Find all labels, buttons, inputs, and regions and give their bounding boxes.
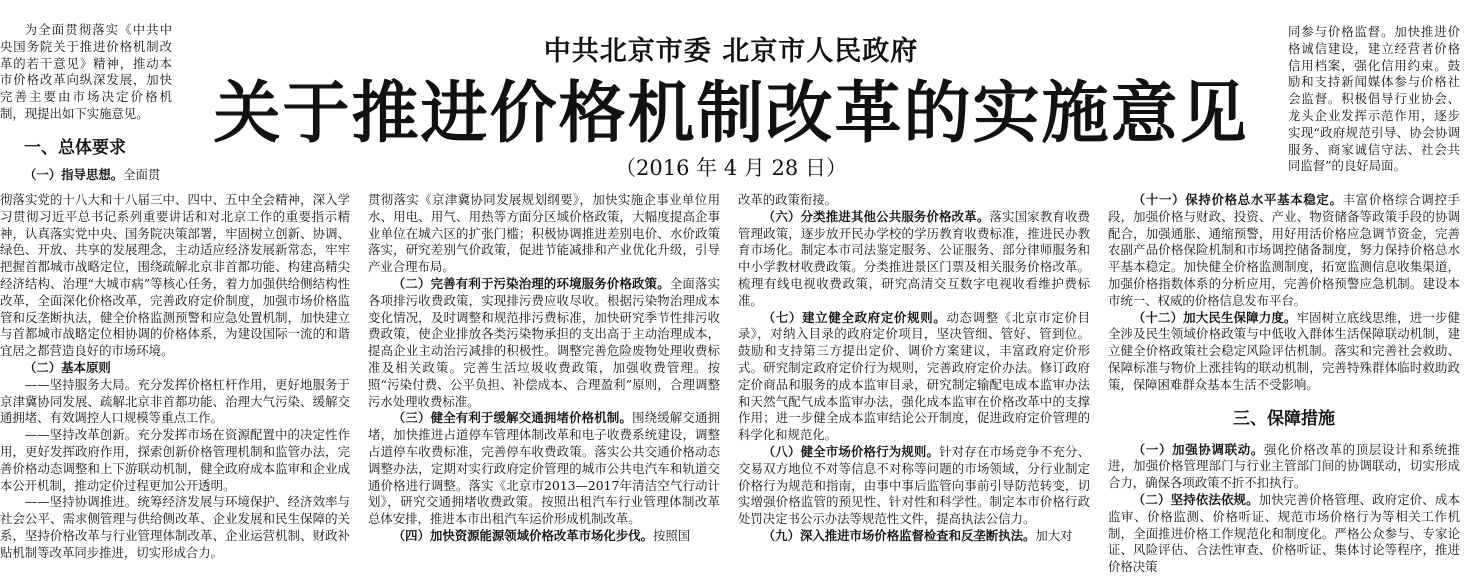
pollution-text: 全面落实各项排污收费政策，实现排污费应收尽收。根据污染物治理成本变化情况，及时调整和规范排污费标准，加快研究季节性排污收费政策，使企业排放各类污染物承担的支出高于主动治理成本，提高企业主动治污减排的积极性。调整完善危险废物处理收费标准及相关政策。完善生活垃圾收费政策，加强收费管理。按照“污染付费、公平负担、补偿成本、合理盈利”原则，合理调整污水处理收费标准。 xyxy=(368,275,721,409)
traffic-text: 围绕缓解交通拥堵，加快推进占道停车管理体制改革和电子收费系统建设，调整占道停车收费标准，完善停车收费政策。落实公共交通价格动态调整办法，定期对实行政府定价管理的城市公共电汽车和轨道交通价格进行调整。落实《北京市2013—2017年清洁空气行动计划》，研究交通拥堵收费政策。按照出租汽车行业管理体制改革总体安排，推进本市出租汽车运价形成机制改革。 xyxy=(368,410,721,527)
resource-energy-text: 按照国 xyxy=(653,527,691,543)
resource-energy-paragraph xyxy=(368,528,720,545)
price-stability-text: 丰富价格综合调控手段，加强价格与财政、投资、产业、物资储备等政策手段的协调配合，加强通胀、通缩预警，用好用活价格应急调节资金，完善农副产品价格保险机制和市场调控储备制度，努力保持价格总水平基本稳定。加快健全价格监测制度，拓宽监测信息收集渠道，加强价格指数体系的分析应用，完善价格预警应急机制。建设本市统一、权威的价格信息发布平台。 xyxy=(1108,192,1460,308)
guiding-thought-heading: （一）指导思想。 xyxy=(24,166,124,182)
coordination-text: 强化价格改革的顶层设计和系统推进，加强价格管理部门与行业主管部门间的协调联动，切实形成合力，确保各项政策不折不扣执行。 xyxy=(1108,441,1460,491)
law-compliance-paragraph xyxy=(1108,492,1460,576)
column-4-top xyxy=(1288,24,1460,194)
price-stability-paragraph xyxy=(1108,192,1460,310)
traffic-heading: （三）健全有利于缓解交通拥堵价格机制。 xyxy=(392,410,633,426)
column-3 xyxy=(738,192,1090,562)
resource-energy-heading: （四）加快资源能源领域价格改革市场化步伐。 xyxy=(392,527,653,543)
masthead xyxy=(186,34,1276,181)
supervision-paragraph: 同参与价格监督。加快推进价格诚信建设，建立经营者价格信用档案，强化信用约束。鼓励和支持新闻媒体参与价格社会监督。积极倡导行业协会、龙头企业发挥示范作用，逐步实现“政府规范引导、协会协调服务、商家诚信守法、社会共同监督”的良好局面。 xyxy=(1288,24,1460,174)
pollution-paragraph xyxy=(368,276,720,410)
column-4-bottom xyxy=(1108,192,1461,575)
livelihood-heading: （十二）加大民生保障力度。 xyxy=(1132,309,1297,325)
principle-serve-overall: ——坚持服务大局。充分发挥价格杠杆作用，更好地服务于京津冀协同发展、疏解北京非首都功能、治理大气污染、缓解交通拥堵、有效调控人口规模等重点工作。 xyxy=(0,376,350,426)
guiding-thought-lead xyxy=(0,167,172,184)
public-service-text: 落实国家教育收费管理政策，逐步放开民办学校的学历教育收费标准，推进民办教育市场化。制定本市司法鉴定服务、公证服务、部分律师服务和中小学教材收费政策。分类推进景区门票及相关服务价格改革。梳理有线电视收费政策，研究高清交互数字电视收看维护费标准。 xyxy=(738,208,1091,308)
basic-principles-heading: （二）基本原则 xyxy=(24,359,111,375)
policy-link-paragraph: 改革的政策衔接。 xyxy=(738,192,838,207)
section-1-heading: 一、总体要求 xyxy=(24,137,126,158)
market-behavior-paragraph xyxy=(738,444,1090,528)
gov-pricing-rules-text: 动态调整《北京市定价目录》，对纳入目录的政府定价项目，坚决管细、管好、管到位。鼓励和支持第三方提出定价、调价方案建议，丰富政府定价形式。研究制定政府定价行为规则，完善政府定价办法。修订政府定价商品和服务的成本监审目录，研究制定输配电成本监审办法和天然气配气成本监审办法，强化成本监审在价格改革中的支撑作用；进一步健全成本监审结论公开制度，促进政府定价管理的科学化和规范化。 xyxy=(738,309,1090,443)
principle-coordinated-progress: ——坚持协调推进。统筹经济发展与环境保护、经济效率与社会公平、需求侧管理与供给侧改革、企业发展和民生保障的关系，坚持价格改革与行业管理体制改革、企业运营机制、财政补贴机制等改革同步推进，切实形成合力。 xyxy=(0,494,350,560)
livelihood-text: 牢固树立底线思维，进一步健全涉及民生领域价格政策与中低收入群体生活保障联动机制，建立健全价格政策社会稳定风险评估机制。落实和完善社会救助、保障标准与物价上涨挂钩的联动机制，完善特殊群体临时救助政策，保障困难群众基本生活不受影响。 xyxy=(1108,309,1461,392)
antitrust-heading: （九）深入推进市场价格监督检查和反垄断执法。 xyxy=(762,527,1036,543)
column-1-top xyxy=(0,22,172,192)
coordination-heading: （一）加强协调联动。 xyxy=(1132,441,1264,457)
document-title: 关于推进价格机制改革的实施意见 xyxy=(213,74,1249,152)
document-date: （2016 年 4 月 28 日） xyxy=(615,156,847,180)
pollution-heading: （二）完善有利于污染治理的环境服务价格政策。 xyxy=(392,275,670,291)
issuers-line: 中共北京市委 北京市人民政府 xyxy=(543,36,919,67)
gov-pricing-rules-heading: （七）建立健全政府定价规则。 xyxy=(762,309,947,325)
antitrust-text: 加大对 xyxy=(1035,527,1073,543)
intro-paragraph: 为全面贯彻落实《中共中央国务院关于推进价格机制改革的若干意见》精神，推动本市价格改革向纵深发展，加快完善主要由市场决定价格机制，现提出如下实施意见。 xyxy=(0,22,172,121)
coordination-paragraph xyxy=(1108,442,1460,492)
livelihood-paragraph xyxy=(1108,310,1460,394)
market-behavior-heading: （八）健全市场价格行为规则。 xyxy=(762,443,940,459)
column-1-bottom xyxy=(0,192,350,562)
principle-reform-innovation: ——坚持改革创新。充分发挥市场在资源配置中的决定性作用，更好发挥政府作用，探索创新价格管理机制和监管办法，完善价格动态调整和上下游联动机制，健全政府成本监审和企业成本公开机制，推动定价过程更加公开透明。 xyxy=(0,427,350,493)
price-stability-heading: （十一）保持价格总水平基本稳定。 xyxy=(1132,192,1343,207)
traffic-paragraph xyxy=(368,410,720,528)
column-2 xyxy=(368,192,720,562)
public-service-paragraph xyxy=(738,209,1090,310)
guiding-thought-paragraph: 彻落实党的十八大和十八届三中、四中、五中全会精神，深入学习贯彻习近平总书记系列重要讲话和对北京工作的重要指示精神，认真落实党中央、国务院决策部署，牢固树立创新、协调、绿色、开放、共享的发展理念，主动适应经济发展新常态，牢牢把握首都城市战略定位，围绕疏解北京非首都功能、构建高精尖经济结构、治理“大城市病”等核心任务，着力加强供给侧结构性改革，全面深化价格改革，完善政府定价制度，加强市场价格监管和反垄断执法，健全价格监测预警和应急处置机制，加快建立与首都城市战略定位相协调的价格体系，为建设国际一流的和谐宜居之都营造良好的市场环境。 xyxy=(0,192,350,359)
law-compliance-text: 加快完善价格管理、政府定价、成本监审、价格监测、价格听证、规范市场价格行为等相关工作机制，全面推进价格工作规范化和制度化。严格公众参与、专家论证、风险评估、合法性审查、价格听证、集体讨论等程序，推进价格决策 xyxy=(1108,491,1461,575)
guiding-thought-lead-text: 全面贯 xyxy=(123,166,161,182)
law-compliance-heading: （二）坚持依法依规。 xyxy=(1132,491,1259,507)
market-behavior-text: 针对存在市场竞争不充分、交易双方地位不对等信息不对称等问题的市场领域，分行业制定价格行为规范和指南，由事中事后监管向事前引导防范转变，切实增强价格监管的预见性、针对性和科学性。制定本市价格行政处罚决定书公示办法等规范性文件，提高执法公信力。 xyxy=(738,443,1091,527)
regional-price-paragraph: 贯彻落实《京津冀协同发展规划纲要》，加快实施企事业单位用水、用电、用气、用热等方面分区域价格政策，大幅度提高企事业单位在城六区的扩张门槛；积极协调推进差别电价、水价政策落实，研究差别气价政策，促进节能减排和产业优化升级，引导产业合理布局。 xyxy=(368,192,720,275)
gov-pricing-rules-paragraph xyxy=(738,310,1090,444)
public-service-heading: （六）分类推进其他公共服务价格改革。 xyxy=(762,208,990,224)
antitrust-paragraph xyxy=(738,528,1090,545)
section-3-heading: 三、保障措施 xyxy=(1233,408,1335,429)
